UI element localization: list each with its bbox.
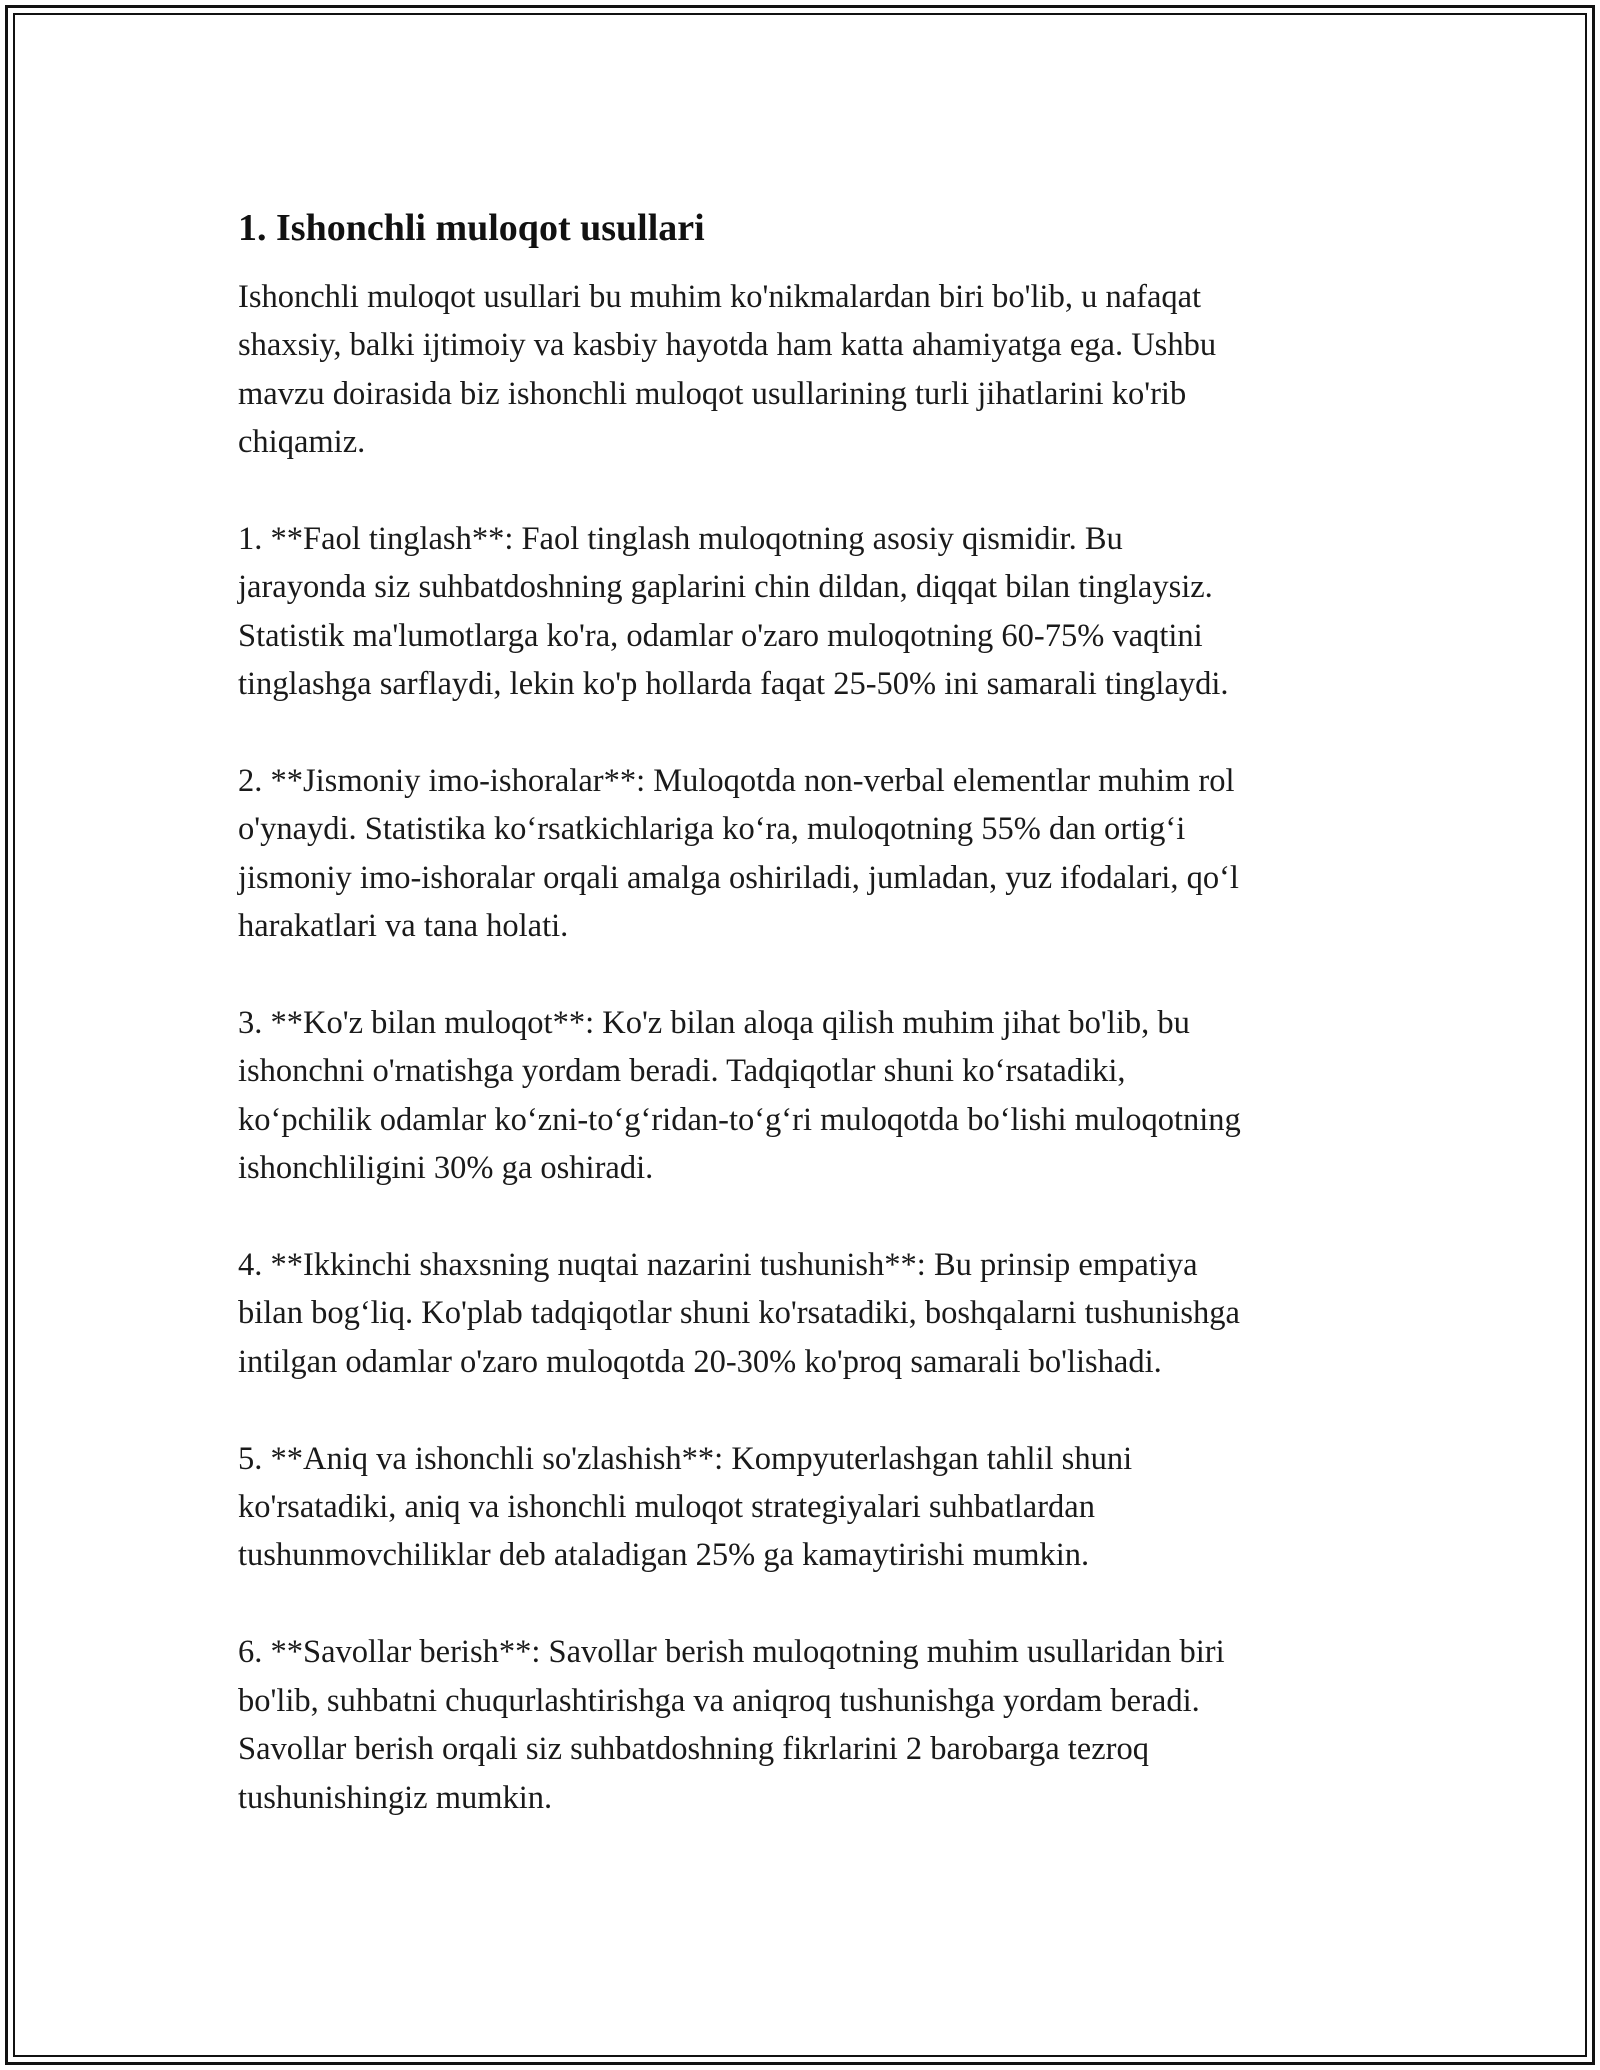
- text-line: ishonchni o'rnatishga yordam beradi. Tadqiqotlar shuni ko‘rsatadiki,: [238, 1053, 1126, 1090]
- text-line: jismoniy imo-ishoralar orqali amalga oshiriladi, jumladan, yuz ifodalari, qo‘l: [238, 859, 1239, 896]
- text-line: chiqamiz.: [238, 424, 366, 461]
- text-line: ishonchliligini 30% ga oshiradi.: [238, 1150, 654, 1187]
- item-aniq-sozlashish: [238, 1435, 1388, 1580]
- text-line: tushunishingiz mumkin.: [238, 1779, 553, 1816]
- text-line: tinglashga sarflaydi, lekin ko'p hollarda faqat 25-50% ini samarali tinglaydi.: [238, 666, 1229, 703]
- text-line: 1. **Faol tinglash**: Faol tinglash muloqotning asosiy qismidir. Bu: [238, 521, 1123, 558]
- page-border-inner: [13, 13, 1587, 2057]
- document-title: 1. Ishonchli muloqot usullari: [238, 207, 705, 249]
- item-faol-tinglash: [238, 515, 1388, 709]
- text-line: ko'rsatadiki, aniq va ishonchli muloqot strategiyalari suhbatlardan: [238, 1489, 1095, 1526]
- text-line: Ishonchli muloqot usullari bu muhim ko'nikmalardan biri bo'lib, u nafaqat: [238, 279, 1202, 315]
- text-line: harakatlari va tana holati.: [238, 908, 569, 945]
- text-line: Statistik ma'lumotlarga ko'ra, odamlar o'zaro muloqotning 60-75% vaqtini: [238, 617, 1203, 654]
- text-line: ko‘pchilik odamlar ko‘zni-to‘g‘ridan-to‘g‘ri muloqotda bo‘lishi muloqotning: [238, 1101, 1241, 1138]
- intro-paragraph: [238, 273, 1388, 467]
- text-line: bo'lib, suhbatni chuqurlashtirishga va aniqroq tushunishga yordam beradi.: [238, 1682, 1200, 1719]
- text-line: o'ynaydi. Statistika ko‘rsatkichlariga ko‘ra, muloqotning 55% dan ortig‘i: [238, 811, 1186, 848]
- text-line: intilgan odamlar o'zaro muloqotda 20-30% ko'proq samarali bo'lishadi.: [238, 1343, 1162, 1380]
- text-line: jarayonda siz suhbatdoshning gaplarini chin dildan, diqqat bilan tinglaysiz.: [238, 569, 1213, 606]
- page-border-outer: [5, 5, 1595, 2065]
- text-line: 6. **Savollar berish**: Savollar berish muloqotning muhim usullaridan biri: [238, 1634, 1225, 1671]
- text-line: shaxsiy, balki ijtimoiy va kasbiy hayotda ham katta ahamiyatga ega. Ushbu: [238, 327, 1217, 364]
- text-line: 2. **Jismoniy imo-ishoralar**: Muloqotda non-verbal elementlar muhim rol: [238, 763, 1235, 800]
- text-line: 3. **Ko'z bilan muloqot**: Ko'z bilan aloqa qilish muhim jihat bo'lib, bu: [238, 1005, 1190, 1042]
- item-jismoniy-imo-ishoralar: [238, 757, 1388, 951]
- item-nuqtai-nazar: [238, 1241, 1388, 1386]
- text-line: Savollar berish orqali siz suhbatdoshning fikrlarini 2 barobarga tezroq: [238, 1731, 1149, 1768]
- text-line: 5. **Aniq va ishonchli so'zlashish**: Kompyuterlashgan tahlil shuni: [238, 1440, 1133, 1477]
- text-line: 4. **Ikkinchi shaxsning nuqtai nazarini tushunish**: Bu prinsip empatiya: [238, 1247, 1198, 1284]
- text-line: bilan bog‘liq. Ko'plab tadqiqotlar shuni ko'rsatadiki, boshqalarni tushunishga: [238, 1295, 1240, 1332]
- text-line: tushunmovchiliklar deb ataladigan 25% ga kamaytirishi mumkin.: [238, 1537, 1090, 1574]
- text-line: mavzu doirasida biz ishonchli muloqot usullarining turli jihatlarini ko'rib: [238, 375, 1187, 412]
- item-savollar-berish: [238, 1628, 1388, 1822]
- document-body: [238, 203, 1388, 1870]
- item-koz-bilan-muloqot: [238, 999, 1388, 1193]
